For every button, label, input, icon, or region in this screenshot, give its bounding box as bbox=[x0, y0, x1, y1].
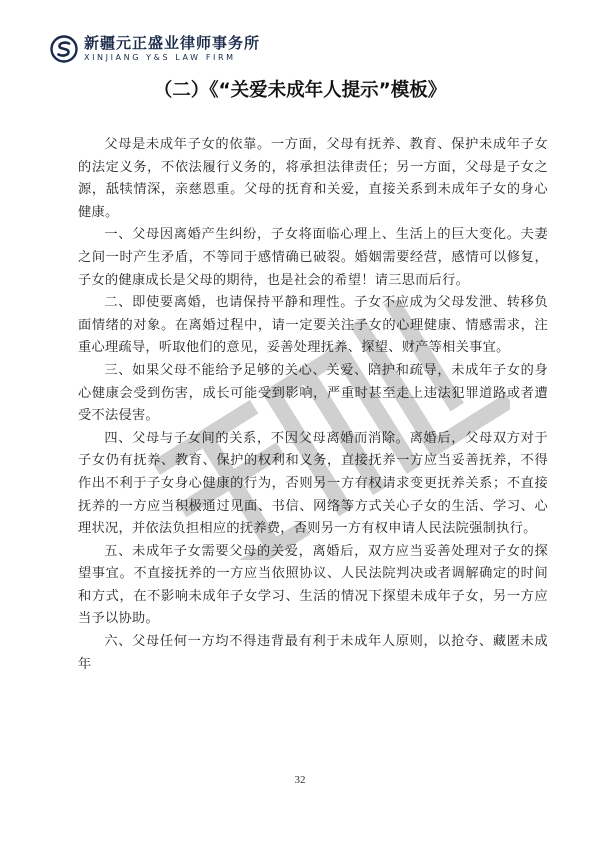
paragraph-intro: 父母是未成年子女的依靠。一方面，父母有抚养、教育、保护未成年子女的法定义务，不依法履行义务的，将承担法律责任；另一方面，父母是子女之源，舐犊情深，亲慈恩重。父母的抚育和关爱，直接关系到未成年子女的身心健康。 bbox=[78, 137, 548, 220]
page-number: 32 bbox=[294, 774, 306, 786]
brand-name-en: XINJIANG Y&S LAW FIRM bbox=[84, 53, 236, 62]
brand-name-cn: 新疆元正盛业律师事务所 bbox=[84, 34, 261, 52]
header bbox=[50, 32, 260, 66]
paragraph-1: 一、父母因离婚产生纠纷，子女将面临心理上、生活上的巨大变化。夫妻之间一时产生矛盾，不等同于感情确已破裂。婚姻需要经营，感情可以修复，子女的健康成长是父母的期待，也是社会的希望！请三思而后行。 bbox=[78, 227, 548, 288]
paragraph-3: 三、如果父母不能给予足够的关心、关爱、陪护和疏导，未成年子女的身心健康会受到伤害，成长可能受到影响，严重时甚至走上违法犯罪道路或者遭受不法侵害。 bbox=[78, 362, 548, 424]
page-title: （二）《“关爱未成年人提示”模板》 bbox=[153, 80, 447, 101]
paragraph-6: 六、父母任何一方均不得违背最有利于未成年人原则，以抢夺、藏匿未成年 bbox=[78, 634, 548, 672]
brand bbox=[84, 35, 260, 63]
firm-logo-icon bbox=[50, 35, 78, 63]
paragraph-4: 四、父母与子女间的关系，不因父母离婚而消除。离婚后，父母双方对于子女仍有抚养、教育、保护的权利和义务，直接抚养一方应当妥善抚养，不得作出不利于子女身心健康的行为，否则另一方有权请求变更抚养关系；不直接抚养的一方应当积极通过见面、书信、网络等方式关心子女的生活、学习、心理状况，并依法负担相应的抚养费，否则另一方有权申请人民法院强制执行。 bbox=[78, 430, 548, 537]
paragraph-2: 二、即使要离婚，也请保持平静和理性。子女不应成为父母发泄、转移负面情绪的对象。在离婚过程中，请一定要关注子女的心理健康、情感需求，注重心理疏导，听取他们的意见，妥善处理抚养、探望、财产等相关事宜。 bbox=[78, 295, 548, 356]
paragraph-5: 五、未成年子女需要父母的关爱，离婚后，双方应当妥善处理对子女的探望事宜。不直接抚养的一方应当依照协议、人民法院判决或者调解确定的时间和方式，在不影响未成年子女学习、生活的情况下探望未成年子女，另一方应当予以协助。 bbox=[78, 543, 548, 627]
document-body bbox=[78, 134, 548, 676]
